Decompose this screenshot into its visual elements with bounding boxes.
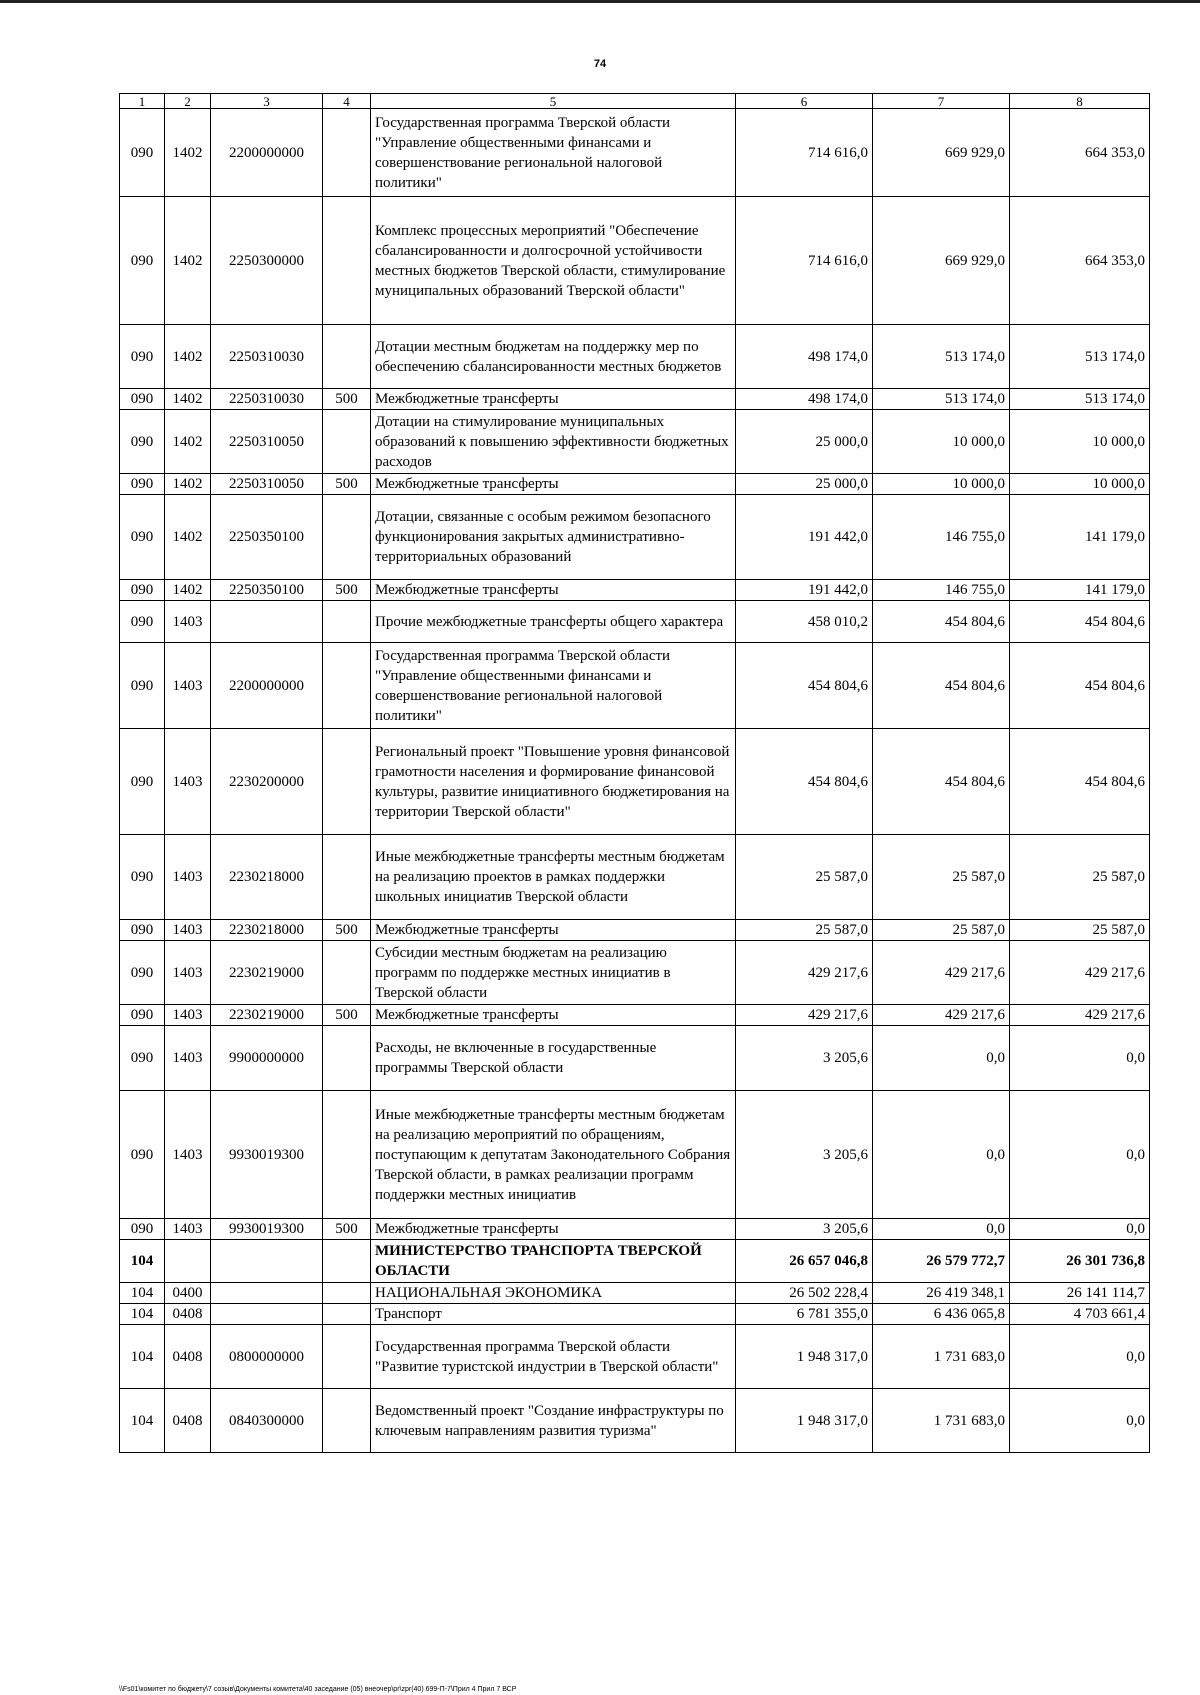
expense-type-cell — [323, 1325, 371, 1389]
amount-year3-cell: 10 000,0 — [1010, 474, 1150, 495]
admin-code-cell: 090 — [120, 835, 165, 920]
amount-year1-cell: 25 587,0 — [736, 835, 873, 920]
section-code-cell: 1403 — [165, 920, 211, 941]
amount-year3-cell: 513 174,0 — [1010, 325, 1150, 389]
target-code-cell: 2250300000 — [211, 197, 323, 325]
amount-year2-cell: 429 217,6 — [873, 941, 1010, 1005]
target-code-cell: 2230219000 — [211, 1005, 323, 1026]
expense-type-cell — [323, 109, 371, 197]
amount-year1-cell: 1 948 317,0 — [736, 1389, 873, 1453]
admin-code-cell: 090 — [120, 1005, 165, 1026]
description-cell: Субсидии местным бюджетам на реализацию программ по поддержке местных инициатив в Тверской области — [371, 941, 736, 1005]
admin-code-cell: 090 — [120, 580, 165, 601]
target-code-cell: 9930019300 — [211, 1091, 323, 1219]
expense-type-cell: 500 — [323, 580, 371, 601]
amount-year1-cell: 714 616,0 — [736, 109, 873, 197]
expense-type-cell — [323, 835, 371, 920]
admin-code-cell: 090 — [120, 729, 165, 835]
section-code-cell: 1403 — [165, 601, 211, 643]
expense-type-cell — [323, 643, 371, 729]
amount-year3-cell: 513 174,0 — [1010, 389, 1150, 410]
section-code-cell: 0408 — [165, 1304, 211, 1325]
amount-year1-cell: 3 205,6 — [736, 1026, 873, 1091]
admin-code-cell: 090 — [120, 941, 165, 1005]
description-cell: Дотации местным бюджетам на поддержку мер по обеспечению сбалансированности местных бюджетов — [371, 325, 736, 389]
expense-type-cell — [323, 1389, 371, 1453]
expense-type-cell: 500 — [323, 474, 371, 495]
description-cell: НАЦИОНАЛЬНАЯ ЭКОНОМИКА — [371, 1283, 736, 1304]
amount-year3-cell: 26 301 736,8 — [1010, 1240, 1150, 1283]
description-cell: Государственная программа Тверской области "Управление общественными финансами и совершенствование региональной налоговой политики" — [371, 109, 736, 197]
amount-year2-cell: 146 755,0 — [873, 495, 1010, 580]
description-cell: Межбюджетные трансферты — [371, 1219, 736, 1240]
target-code-cell — [211, 1304, 323, 1325]
page-number: 74 — [593, 58, 607, 70]
table-row — [120, 643, 1150, 729]
expense-type-cell — [323, 495, 371, 580]
target-code-cell — [211, 1283, 323, 1304]
amount-year1-cell: 191 442,0 — [736, 495, 873, 580]
column-header: 2 — [165, 94, 211, 109]
amount-year1-cell: 429 217,6 — [736, 941, 873, 1005]
description-cell: Межбюджетные трансферты — [371, 920, 736, 941]
amount-year1-cell: 3 205,6 — [736, 1219, 873, 1240]
expense-type-cell — [323, 1091, 371, 1219]
admin-code-cell: 104 — [120, 1304, 165, 1325]
table-row — [120, 1325, 1150, 1389]
table-row — [120, 1240, 1150, 1283]
amount-year2-cell: 0,0 — [873, 1091, 1010, 1219]
table-row — [120, 1304, 1150, 1325]
amount-year3-cell: 0,0 — [1010, 1389, 1150, 1453]
table-body — [120, 109, 1150, 1453]
admin-code-cell: 090 — [120, 109, 165, 197]
amount-year3-cell: 0,0 — [1010, 1325, 1150, 1389]
amount-year3-cell: 664 353,0 — [1010, 197, 1150, 325]
target-code-cell: 2250310050 — [211, 474, 323, 495]
table-row — [120, 197, 1150, 325]
expense-type-cell — [323, 197, 371, 325]
section-code-cell: 0400 — [165, 1283, 211, 1304]
amount-year3-cell: 10 000,0 — [1010, 410, 1150, 474]
admin-code-cell: 104 — [120, 1389, 165, 1453]
section-code-cell: 1402 — [165, 325, 211, 389]
expense-type-cell — [323, 410, 371, 474]
amount-year1-cell: 26 502 228,4 — [736, 1283, 873, 1304]
admin-code-cell: 090 — [120, 643, 165, 729]
amount-year2-cell: 1 731 683,0 — [873, 1389, 1010, 1453]
target-code-cell: 2230218000 — [211, 835, 323, 920]
amount-year2-cell: 26 419 348,1 — [873, 1283, 1010, 1304]
amount-year3-cell: 454 804,6 — [1010, 729, 1150, 835]
description-cell: Государственная программа Тверской области "Развитие туристской индустрии в Тверской области" — [371, 1325, 736, 1389]
description-cell: МИНИСТЕРСТВО ТРАНСПОРТА ТВЕРСКОЙ ОБЛАСТИ — [371, 1240, 736, 1283]
expense-type-cell: 500 — [323, 1005, 371, 1026]
amount-year3-cell: 25 587,0 — [1010, 835, 1150, 920]
table-row — [120, 1283, 1150, 1304]
table-row — [120, 580, 1150, 601]
expense-type-cell: 500 — [323, 920, 371, 941]
table-row — [120, 1389, 1150, 1453]
description-cell: Иные межбюджетные трансферты местным бюджетам на реализацию проектов в рамках поддержки школьных инициатив Тверской области — [371, 835, 736, 920]
amount-year2-cell: 513 174,0 — [873, 325, 1010, 389]
amount-year2-cell: 25 587,0 — [873, 920, 1010, 941]
amount-year1-cell: 25 000,0 — [736, 474, 873, 495]
column-header: 8 — [1010, 94, 1150, 109]
amount-year1-cell: 26 657 046,8 — [736, 1240, 873, 1283]
amount-year3-cell: 429 217,6 — [1010, 941, 1150, 1005]
admin-code-cell: 090 — [120, 601, 165, 643]
target-code-cell — [211, 1240, 323, 1283]
admin-code-cell: 090 — [120, 410, 165, 474]
description-cell: Межбюджетные трансферты — [371, 1005, 736, 1026]
amount-year3-cell: 141 179,0 — [1010, 495, 1150, 580]
budget-table — [119, 93, 1150, 1453]
amount-year3-cell: 0,0 — [1010, 1219, 1150, 1240]
section-code-cell: 1403 — [165, 643, 211, 729]
description-cell: Государственная программа Тверской области "Управление общественными финансами и совершенствование региональной налоговой политики" — [371, 643, 736, 729]
table-row — [120, 1005, 1150, 1026]
expense-type-cell — [323, 1026, 371, 1091]
section-code-cell: 1403 — [165, 1026, 211, 1091]
section-code-cell: 1402 — [165, 580, 211, 601]
table-row — [120, 495, 1150, 580]
amount-year3-cell: 25 587,0 — [1010, 920, 1150, 941]
section-code-cell: 1403 — [165, 729, 211, 835]
table-row — [120, 835, 1150, 920]
description-cell: Межбюджетные трансферты — [371, 474, 736, 495]
target-code-cell: 2250310030 — [211, 325, 323, 389]
expense-type-cell: 500 — [323, 1219, 371, 1240]
admin-code-cell: 104 — [120, 1325, 165, 1389]
admin-code-cell: 090 — [120, 1219, 165, 1240]
target-code-cell: 0800000000 — [211, 1325, 323, 1389]
expense-type-cell — [323, 1304, 371, 1325]
table-row — [120, 1219, 1150, 1240]
table-row — [120, 410, 1150, 474]
admin-code-cell: 090 — [120, 325, 165, 389]
description-cell: Прочие межбюджетные трансферты общего характера — [371, 601, 736, 643]
target-code-cell: 0840300000 — [211, 1389, 323, 1453]
amount-year3-cell: 664 353,0 — [1010, 109, 1150, 197]
expense-type-cell — [323, 601, 371, 643]
description-cell: Дотации на стимулирование муниципальных образований к повышению эффективности бюджетных расходов — [371, 410, 736, 474]
target-code-cell: 2250350100 — [211, 580, 323, 601]
expense-type-cell — [323, 325, 371, 389]
target-code-cell: 9930019300 — [211, 1219, 323, 1240]
section-code-cell — [165, 1240, 211, 1283]
amount-year2-cell: 0,0 — [873, 1026, 1010, 1091]
description-cell: Транспорт — [371, 1304, 736, 1325]
section-code-cell: 1402 — [165, 389, 211, 410]
amount-year1-cell: 429 217,6 — [736, 1005, 873, 1026]
section-code-cell: 1403 — [165, 835, 211, 920]
amount-year2-cell: 25 587,0 — [873, 835, 1010, 920]
amount-year2-cell: 26 579 772,7 — [873, 1240, 1010, 1283]
amount-year1-cell: 458 010,2 — [736, 601, 873, 643]
table-row — [120, 920, 1150, 941]
amount-year3-cell: 141 179,0 — [1010, 580, 1150, 601]
amount-year2-cell: 669 929,0 — [873, 197, 1010, 325]
section-code-cell: 1403 — [165, 941, 211, 1005]
amount-year2-cell: 146 755,0 — [873, 580, 1010, 601]
section-code-cell: 1402 — [165, 474, 211, 495]
target-code-cell: 2230218000 — [211, 920, 323, 941]
table-row — [120, 941, 1150, 1005]
admin-code-cell: 104 — [120, 1240, 165, 1283]
amount-year1-cell: 25 000,0 — [736, 410, 873, 474]
amount-year1-cell: 191 442,0 — [736, 580, 873, 601]
section-code-cell: 1402 — [165, 109, 211, 197]
top-border-line — [0, 0, 1200, 3]
amount-year3-cell: 4 703 661,4 — [1010, 1304, 1150, 1325]
section-code-cell: 1402 — [165, 410, 211, 474]
expense-type-cell — [323, 941, 371, 1005]
table-row — [120, 474, 1150, 495]
amount-year2-cell: 669 929,0 — [873, 109, 1010, 197]
section-code-cell: 0408 — [165, 1389, 211, 1453]
admin-code-cell: 090 — [120, 197, 165, 325]
column-header: 7 — [873, 94, 1010, 109]
amount-year1-cell: 714 616,0 — [736, 197, 873, 325]
table-row — [120, 1091, 1150, 1219]
target-code-cell: 2230200000 — [211, 729, 323, 835]
amount-year3-cell: 26 141 114,7 — [1010, 1283, 1150, 1304]
section-code-cell: 0408 — [165, 1325, 211, 1389]
table-row — [120, 325, 1150, 389]
admin-code-cell: 090 — [120, 1091, 165, 1219]
amount-year2-cell: 0,0 — [873, 1219, 1010, 1240]
amount-year2-cell: 10 000,0 — [873, 474, 1010, 495]
description-cell: Дотации, связанные с особым режимом безопасного функционирования закрытых административно-территориальных образований — [371, 495, 736, 580]
description-cell: Комплекс процессных мероприятий "Обеспечение сбалансированности и долгосрочной устойчивости местных бюджетов Тверской области, стимулирование муниципальных образований Тверской области" — [371, 197, 736, 325]
amount-year1-cell: 25 587,0 — [736, 920, 873, 941]
amount-year1-cell: 6 781 355,0 — [736, 1304, 873, 1325]
amount-year1-cell: 3 205,6 — [736, 1091, 873, 1219]
amount-year2-cell: 513 174,0 — [873, 389, 1010, 410]
table-row — [120, 1026, 1150, 1091]
admin-code-cell: 090 — [120, 920, 165, 941]
amount-year1-cell: 498 174,0 — [736, 389, 873, 410]
table-row — [120, 109, 1150, 197]
amount-year1-cell: 1 948 317,0 — [736, 1325, 873, 1389]
description-cell: Ведомственный проект "Создание инфраструктуры по ключевым направлениям развития туризма" — [371, 1389, 736, 1453]
amount-year3-cell: 454 804,6 — [1010, 643, 1150, 729]
expense-type-cell — [323, 729, 371, 835]
target-code-cell: 2250310050 — [211, 410, 323, 474]
target-code-cell: 2230219000 — [211, 941, 323, 1005]
amount-year1-cell: 454 804,6 — [736, 729, 873, 835]
amount-year2-cell: 10 000,0 — [873, 410, 1010, 474]
column-header: 1 — [120, 94, 165, 109]
description-cell: Межбюджетные трансферты — [371, 580, 736, 601]
expense-type-cell: 500 — [323, 389, 371, 410]
table-row — [120, 601, 1150, 643]
expense-type-cell — [323, 1240, 371, 1283]
table-row — [120, 729, 1150, 835]
column-header: 6 — [736, 94, 873, 109]
target-code-cell: 2200000000 — [211, 109, 323, 197]
amount-year1-cell: 454 804,6 — [736, 643, 873, 729]
amount-year1-cell: 498 174,0 — [736, 325, 873, 389]
description-cell: Расходы, не включенные в государственные программы Тверской области — [371, 1026, 736, 1091]
column-number-row — [120, 94, 1150, 109]
section-code-cell: 1403 — [165, 1219, 211, 1240]
amount-year2-cell: 429 217,6 — [873, 1005, 1010, 1026]
amount-year2-cell: 6 436 065,8 — [873, 1304, 1010, 1325]
column-header: 5 — [371, 94, 736, 109]
admin-code-cell: 090 — [120, 495, 165, 580]
admin-code-cell: 090 — [120, 474, 165, 495]
amount-year3-cell: 0,0 — [1010, 1091, 1150, 1219]
amount-year3-cell: 429 217,6 — [1010, 1005, 1150, 1026]
column-header: 3 — [211, 94, 323, 109]
target-code-cell: 2250350100 — [211, 495, 323, 580]
description-cell: Иные межбюджетные трансферты местным бюджетам на реализацию мероприятий по обращениям, поступающим к депутатам Законодательного Собрания Тверской области, в рамках реализации программ поддержки местных инициатив — [371, 1091, 736, 1219]
section-code-cell: 1403 — [165, 1091, 211, 1219]
target-code-cell — [211, 601, 323, 643]
description-cell: Межбюджетные трансферты — [371, 389, 736, 410]
section-code-cell: 1402 — [165, 495, 211, 580]
section-code-cell: 1403 — [165, 1005, 211, 1026]
section-code-cell: 1402 — [165, 197, 211, 325]
expense-type-cell — [323, 1283, 371, 1304]
amount-year2-cell: 454 804,6 — [873, 601, 1010, 643]
target-code-cell: 9900000000 — [211, 1026, 323, 1091]
amount-year3-cell: 454 804,6 — [1010, 601, 1150, 643]
amount-year2-cell: 454 804,6 — [873, 729, 1010, 835]
column-header: 4 — [323, 94, 371, 109]
admin-code-cell: 104 — [120, 1283, 165, 1304]
amount-year2-cell: 1 731 683,0 — [873, 1325, 1010, 1389]
amount-year3-cell: 0,0 — [1010, 1026, 1150, 1091]
admin-code-cell: 090 — [120, 389, 165, 410]
target-code-cell: 2200000000 — [211, 643, 323, 729]
amount-year2-cell: 454 804,6 — [873, 643, 1010, 729]
footer-file-path: \\Fs01\комитет по бюджету\7 созыв\Документы комитета\40 заседание (05) внеочер\pr\zpr(40) 699-П-7\Прил 4 Прил 7 ВСР — [119, 1686, 517, 1693]
description-cell: Региональный проект "Повышение уровня финансовой грамотности населения и формирование финансовой культуры, развитие инициативного бюджетирования на территории Тверской области" — [371, 729, 736, 835]
admin-code-cell: 090 — [120, 1026, 165, 1091]
target-code-cell: 2250310030 — [211, 389, 323, 410]
table-row — [120, 389, 1150, 410]
